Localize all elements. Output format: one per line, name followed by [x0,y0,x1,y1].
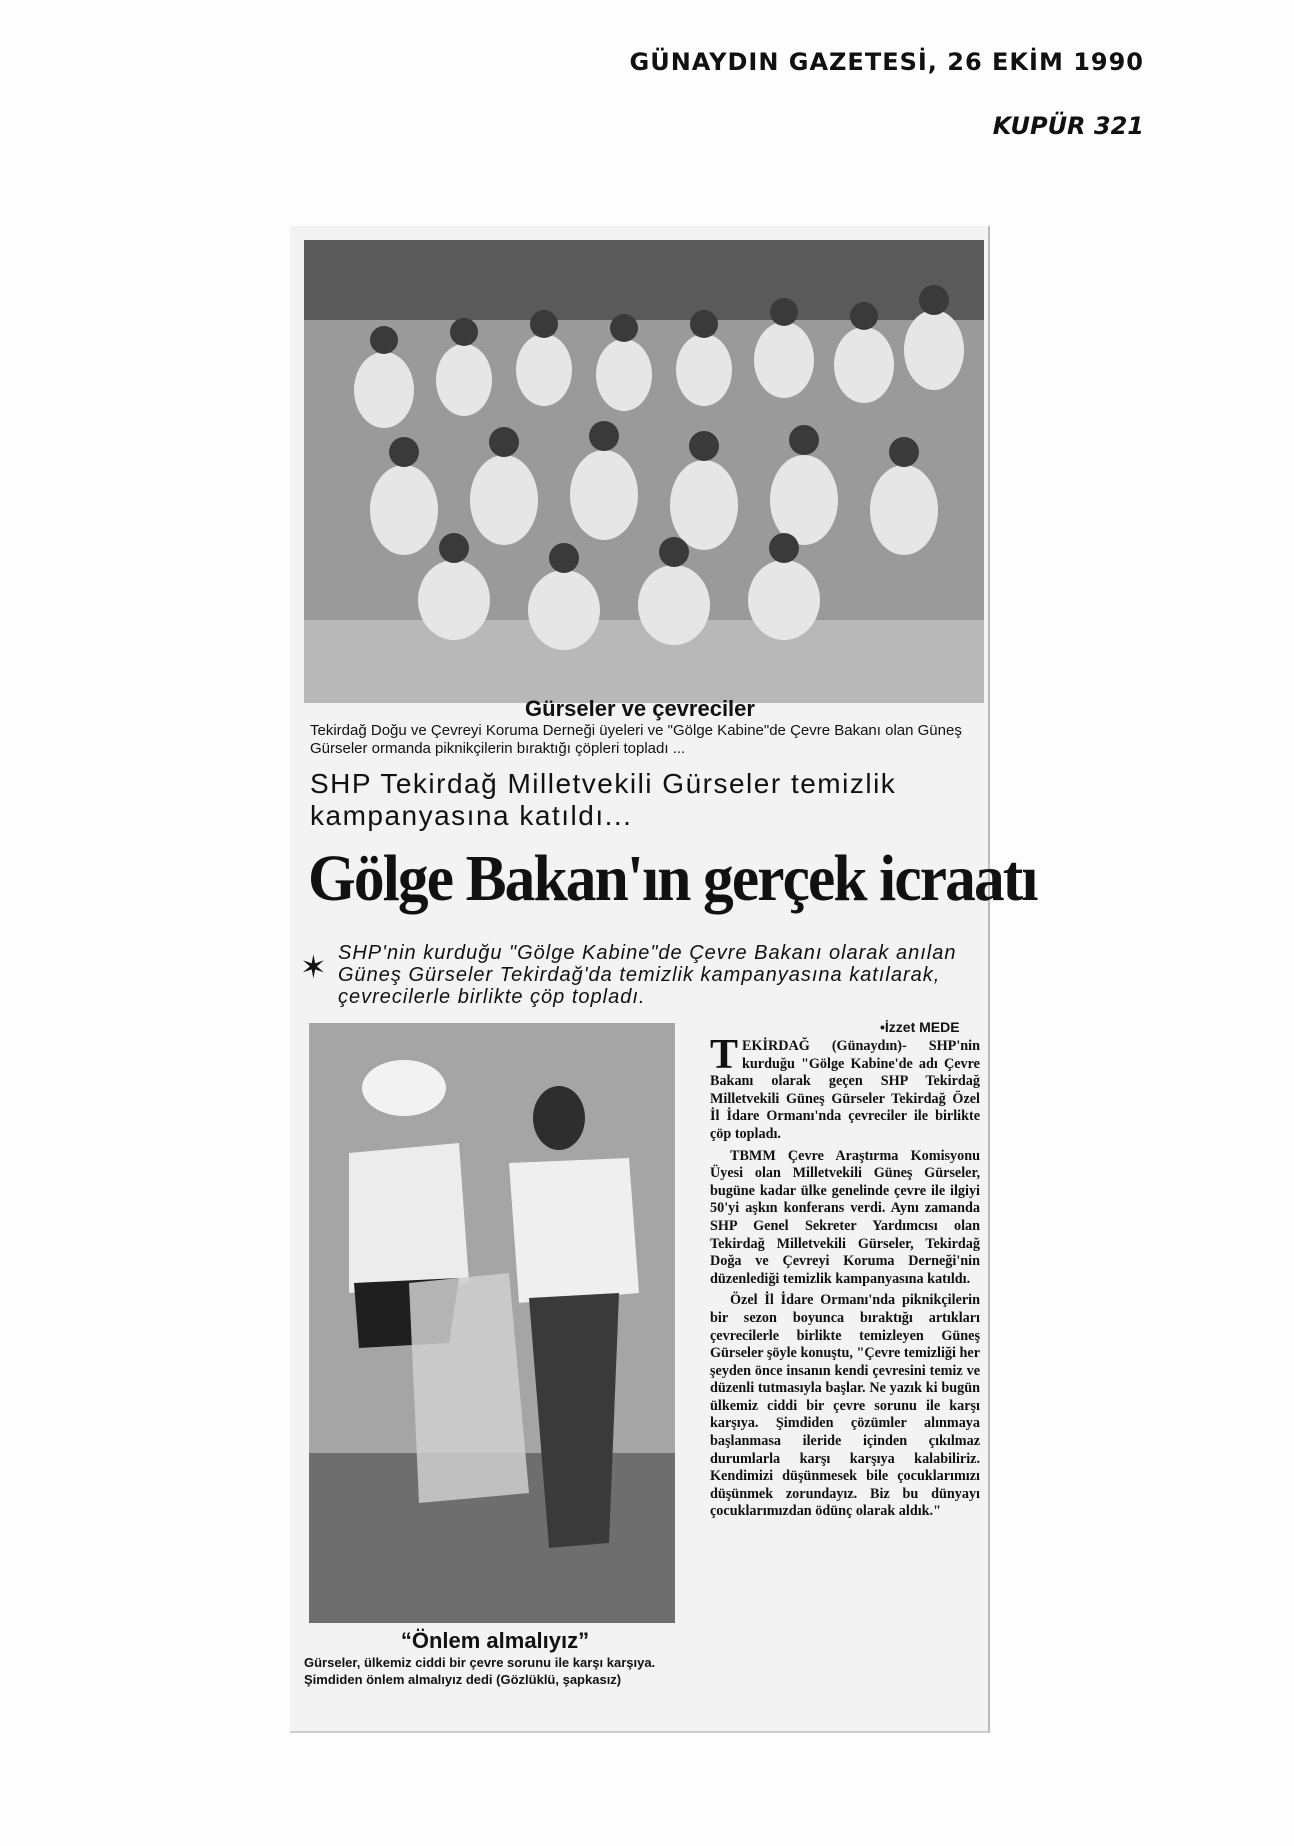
paragraph-text: EKİRDAĞ (Günaydın)- SHP'nin kurduğu "Gölge Kabine'de adı Çevre Bakanı olarak geçen SHP Tekirdağ Milletvekili Güneş Gürseler Tekirdağ Özel İl İdare Ormanı'nda çevreciler ile birlikte çöp topladı. [710,1038,980,1142]
star-icon: ✶ [300,949,327,985]
article-body [710,1032,980,1525]
paragraph: Özel İl İdare Ormanı'nda piknikçilerin bir sezon boyunca bıraktığı artıkları çevrecilerle birlikte temizleyen Güneş Gürseler şöyle konuştu, "Çevre temizliği her şeyden önce insanın kendi çevresini temiz ve düzenli tutmasıyla başlar. Ne yazık ki bugün ülkemiz ciddi bir çevre sorunu ile karşı karşıya. Şimdiden çözümler alınmaya başlanmasa ileride içinden çıkılmaz durumlarla karşı karşıya kalabiliriz. Kendimizi düşünmesek bile çocuklarımızı düşünmek zorundayız. Biz bu dünyayı çocuklarımızdan ödünç olarak aldık." [710,1292,980,1520]
paragraph [710,1032,980,1144]
photo-caption-title: Gürseler ve çevreciler [525,696,755,721]
cleanup-photo [309,1023,675,1623]
photo-caption-text: Tekirdağ Doğu ve Çevreyi Koruma Derneği üyeleri ve "Gölge Kabine"de Çevre Bakanı olan Güneş Gürseler ormanda piknikçilerin bıraktığı çöpleri topladı ... [310,722,962,757]
newspaper-source: GÜNAYDIN GAZETESİ, 26 EKİM 1990 [629,48,1144,76]
article-headline: Gölge Bakan'ın gerçek icraatı [308,842,1037,915]
group-photo [304,240,984,703]
clip-number: KUPÜR 321 [992,112,1144,140]
article-kicker: SHP Tekirdağ Milletvekili Gürseler temizlik kampanyasına katıldı... [310,768,897,831]
paragraph: TBMM Çevre Araştırma Komisyonu Üyesi olan Milletvekili Güneş Gürseler, bugüne kadar ülke genelinde çevre ile ilgiyi 50'yi aşkın konferans verdi. Aynı zamanda SHP Genel Sekreter Yardımcısı olan Tekirdağ Milletvekili Gürseler, Tekirdağ Doğa ve Çevreyi Koruma Derneği'nin düzenlediği temizlik kampanyasına katıldı. [710,1147,980,1287]
newspaper-clipping [290,226,1037,1733]
photo-caption-title: “Önlem almalıyız” [400,1628,590,1653]
byline: •İzzet MEDE [880,1019,960,1035]
article-summary: SHP'nin kurduğu "Gölge Kabine"de Çevre Bakanı olarak anılan Güneş Gürseler Tekirdağ'da temizlik kampanyasına katılarak, çevrecilerle birlikte çöp topladı. [338,942,957,1008]
drop-cap: T [710,1032,739,1078]
photo-caption-text: Gürseler, ülkemiz ciddi bir çevre sorunu ile karşı karşıya. Şimdiden önlem almalıyız dedi (Gözlüklü, şapkasız) [304,1655,656,1687]
